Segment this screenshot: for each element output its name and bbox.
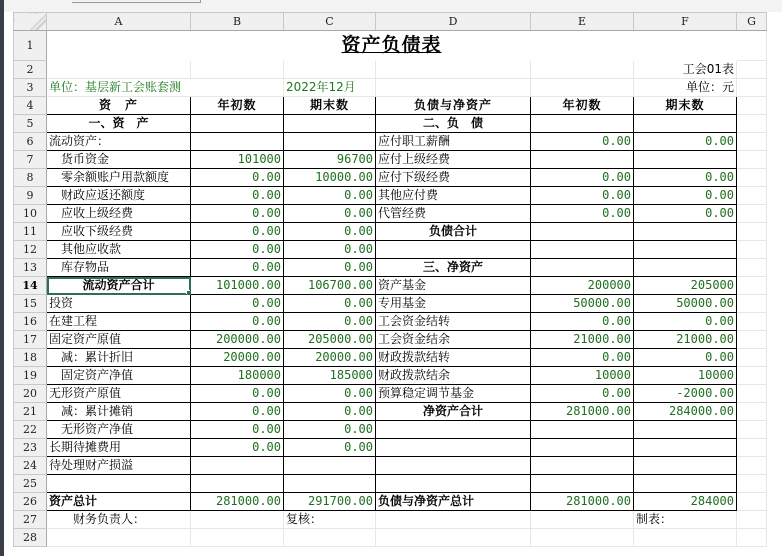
currency-unit[interactable]: 单位：元	[634, 79, 737, 97]
asset-end-value[interactable]: 20000.00	[284, 349, 376, 367]
asset-begin-value[interactable]: 0.00	[191, 241, 284, 259]
asset-item-label[interactable]: 固定资产原值	[47, 331, 191, 349]
liability-end-value[interactable]: -2000.00	[634, 385, 737, 403]
asset-end-value[interactable]	[284, 475, 376, 493]
asset-item-label[interactable]: 减：累计摊销	[47, 403, 191, 421]
cell[interactable]	[737, 241, 767, 259]
asset-end-value[interactable]: 10000.00	[284, 169, 376, 187]
liability-end-value[interactable]	[634, 241, 737, 259]
cell[interactable]	[737, 133, 767, 151]
asset-item-label[interactable]: 在建工程	[47, 313, 191, 331]
asset-item-label[interactable]: 无形资产净值	[47, 421, 191, 439]
cell[interactable]	[737, 493, 767, 511]
column-header-a[interactable]: A	[47, 13, 191, 31]
column-header-d[interactable]: D	[376, 13, 531, 31]
asset-item-label[interactable]: 长期待摊费用	[47, 439, 191, 457]
cell[interactable]	[737, 457, 767, 475]
cell[interactable]	[376, 511, 531, 529]
liability-item-label[interactable]	[376, 439, 531, 457]
asset-begin-value[interactable]	[191, 475, 284, 493]
liability-item-label[interactable]: 应付上级经费	[376, 151, 531, 169]
liability-end-value[interactable]: 284000	[634, 493, 737, 511]
row-header[interactable]: 3	[14, 79, 47, 97]
liability-begin-value[interactable]: 50000.00	[531, 295, 634, 313]
asset-begin-value[interactable]: 101000.00	[191, 277, 284, 295]
row-header[interactable]: 26	[14, 493, 47, 511]
cell[interactable]	[737, 331, 767, 349]
asset-item-label[interactable]: 零余额账户用款额度	[47, 169, 191, 187]
asset-item-label[interactable]: 流动资产：	[47, 133, 191, 151]
unit-name[interactable]: 单位：基层新工会账套测	[47, 79, 284, 97]
asset-end-value[interactable]	[284, 115, 376, 133]
asset-end-value[interactable]: 0.00	[284, 241, 376, 259]
asset-begin-value[interactable]	[191, 457, 284, 475]
row-header[interactable]: 23	[14, 439, 47, 457]
liability-item-label[interactable]: 财政拨款结转	[376, 349, 531, 367]
form-code[interactable]: 工会01表	[634, 61, 737, 79]
cell[interactable]	[47, 61, 191, 79]
cell[interactable]	[737, 529, 767, 547]
row-header[interactable]: 16	[14, 313, 47, 331]
asset-end-value[interactable]: 0.00	[284, 421, 376, 439]
liability-item-label[interactable]: 负债合计	[376, 223, 531, 241]
header-assets[interactable]: 资 产	[47, 97, 191, 115]
cell[interactable]	[737, 511, 767, 529]
liability-begin-value[interactable]: 0.00	[531, 169, 634, 187]
liability-begin-value[interactable]: 0.00	[531, 313, 634, 331]
row-header[interactable]: 20	[14, 385, 47, 403]
asset-begin-value[interactable]: 0.00	[191, 169, 284, 187]
cell[interactable]	[531, 511, 634, 529]
liability-item-label[interactable]	[376, 475, 531, 493]
cell[interactable]	[737, 439, 767, 457]
liability-item-label[interactable]: 二、负 债	[376, 115, 531, 133]
liability-begin-value[interactable]	[531, 475, 634, 493]
fill-handle[interactable]	[186, 290, 191, 295]
cell[interactable]	[737, 187, 767, 205]
row-header[interactable]: 12	[14, 241, 47, 259]
cell[interactable]	[737, 349, 767, 367]
cell[interactable]	[737, 31, 767, 61]
cell[interactable]	[737, 169, 767, 187]
row-header[interactable]: 11	[14, 223, 47, 241]
column-header-f[interactable]: F	[634, 13, 737, 31]
liability-item-label[interactable]: 三、净资产	[376, 259, 531, 277]
cell[interactable]	[737, 115, 767, 133]
header-begin-2[interactable]: 年初数	[531, 97, 634, 115]
prepared-by-label[interactable]: 制表：	[634, 511, 737, 529]
asset-begin-value[interactable]: 180000	[191, 367, 284, 385]
cell[interactable]	[634, 529, 737, 547]
liability-begin-value[interactable]: 281000.00	[531, 403, 634, 421]
asset-begin-value[interactable]	[191, 115, 284, 133]
asset-item-label[interactable]: 库存物品	[47, 259, 191, 277]
liability-item-label[interactable]	[376, 241, 531, 259]
asset-begin-value[interactable]: 0.00	[191, 205, 284, 223]
column-header-b[interactable]: B	[191, 13, 284, 31]
liability-end-value[interactable]: 205000	[634, 277, 737, 295]
header-end-2[interactable]: 期末数	[634, 97, 737, 115]
header-liabilities[interactable]: 负债与净资产	[376, 97, 531, 115]
cell[interactable]	[376, 61, 531, 79]
liability-end-value[interactable]	[634, 223, 737, 241]
asset-begin-value[interactable]: 0.00	[191, 313, 284, 331]
report-title[interactable]: 资产负债表	[47, 31, 737, 61]
cell[interactable]	[531, 61, 634, 79]
cell[interactable]	[737, 223, 767, 241]
liability-item-label[interactable]: 净资产合计	[376, 403, 531, 421]
row-header[interactable]: 8	[14, 169, 47, 187]
finance-head-label[interactable]: 财务负责人：	[47, 511, 191, 529]
asset-end-value[interactable]: 185000	[284, 367, 376, 385]
liability-item-label[interactable]: 工会资金结余	[376, 331, 531, 349]
asset-begin-value[interactable]: 0.00	[191, 403, 284, 421]
liability-end-value[interactable]: 0.00	[634, 169, 737, 187]
asset-end-value[interactable]: 0.00	[284, 439, 376, 457]
spreadsheet-grid[interactable]	[13, 12, 767, 547]
asset-end-value[interactable]: 0.00	[284, 313, 376, 331]
column-header-e[interactable]: E	[531, 13, 634, 31]
asset-end-value[interactable]: 96700	[284, 151, 376, 169]
column-header-g[interactable]: G	[737, 13, 767, 31]
liability-begin-value[interactable]: 21000.00	[531, 331, 634, 349]
liability-item-label[interactable]: 代管经费	[376, 205, 531, 223]
asset-item-label[interactable]: 固定资产净值	[47, 367, 191, 385]
cell[interactable]	[737, 259, 767, 277]
liability-item-label[interactable]: 其他应付费	[376, 187, 531, 205]
cell[interactable]	[737, 421, 767, 439]
row-header[interactable]: 18	[14, 349, 47, 367]
liability-end-value[interactable]	[634, 115, 737, 133]
liability-item-label[interactable]: 应付下级经费	[376, 169, 531, 187]
row-header[interactable]: 17	[14, 331, 47, 349]
liability-end-value[interactable]: 0.00	[634, 205, 737, 223]
liability-end-value[interactable]	[634, 151, 737, 169]
asset-item-label[interactable]: 一、资 产	[47, 115, 191, 133]
liability-item-label[interactable]: 资产基金	[376, 277, 531, 295]
cell[interactable]	[191, 511, 284, 529]
liability-begin-value[interactable]	[531, 151, 634, 169]
asset-begin-value[interactable]: 20000.00	[191, 349, 284, 367]
asset-item-label[interactable]: 货币资金	[47, 151, 191, 169]
liability-begin-value[interactable]	[531, 241, 634, 259]
cell[interactable]	[737, 385, 767, 403]
row-header[interactable]: 22	[14, 421, 47, 439]
cell[interactable]	[737, 475, 767, 493]
asset-end-value[interactable]: 291700.00	[284, 493, 376, 511]
asset-end-value[interactable]: 0.00	[284, 385, 376, 403]
cell[interactable]	[737, 295, 767, 313]
liability-begin-value[interactable]: 0.00	[531, 349, 634, 367]
report-period[interactable]: 2022年12月	[284, 79, 376, 97]
liability-item-label[interactable]: 负债与净资产总计	[376, 493, 531, 511]
liability-item-label[interactable]: 工会资金结转	[376, 313, 531, 331]
liability-end-value[interactable]: 50000.00	[634, 295, 737, 313]
liability-end-value[interactable]: 0.00	[634, 349, 737, 367]
cell[interactable]	[737, 367, 767, 385]
liability-begin-value[interactable]	[531, 223, 634, 241]
asset-item-label[interactable]: 待处理财产损溢	[47, 457, 191, 475]
asset-end-value[interactable]	[284, 457, 376, 475]
cell[interactable]	[737, 403, 767, 421]
cell[interactable]	[284, 529, 376, 547]
cell[interactable]	[376, 79, 531, 97]
asset-item-label[interactable]: 应收上级经费	[47, 205, 191, 223]
row-header[interactable]: 1	[14, 31, 47, 61]
row-header[interactable]: 10	[14, 205, 47, 223]
liability-begin-value[interactable]	[531, 421, 634, 439]
liability-end-value[interactable]: 0.00	[634, 187, 737, 205]
asset-end-value[interactable]	[284, 133, 376, 151]
liability-item-label[interactable]	[376, 421, 531, 439]
asset-begin-value[interactable]: 0.00	[191, 439, 284, 457]
asset-end-value[interactable]: 0.00	[284, 205, 376, 223]
asset-begin-value[interactable]: 0.00	[191, 259, 284, 277]
liability-end-value[interactable]	[634, 421, 737, 439]
row-header[interactable]: 21	[14, 403, 47, 421]
liability-begin-value[interactable]: 200000	[531, 277, 634, 295]
asset-begin-value[interactable]: 0.00	[191, 385, 284, 403]
asset-item-label[interactable]	[47, 475, 191, 493]
asset-begin-value[interactable]: 101000	[191, 151, 284, 169]
formula-bar	[4, 0, 782, 12]
cell[interactable]	[737, 79, 767, 97]
liability-begin-value[interactable]	[531, 115, 634, 133]
asset-begin-value[interactable]: 0.00	[191, 187, 284, 205]
cell[interactable]	[737, 61, 767, 79]
review-label[interactable]: 复核：	[284, 511, 376, 529]
row-header[interactable]: 4	[14, 97, 47, 115]
row-header[interactable]: 5	[14, 115, 47, 133]
cell[interactable]	[191, 529, 284, 547]
liability-end-value[interactable]	[634, 439, 737, 457]
row-header[interactable]: 28	[14, 529, 47, 547]
window-edge	[0, 0, 4, 556]
cell[interactable]	[191, 61, 284, 79]
cell[interactable]	[531, 79, 634, 97]
asset-item-label[interactable]: 减：累计折旧	[47, 349, 191, 367]
asset-end-value[interactable]: 0.00	[284, 187, 376, 205]
liability-end-value[interactable]: 21000.00	[634, 331, 737, 349]
liability-begin-value[interactable]: 0.00	[531, 385, 634, 403]
liability-begin-value[interactable]: 0.00	[531, 187, 634, 205]
liability-end-value[interactable]: 10000	[634, 367, 737, 385]
cell[interactable]	[737, 313, 767, 331]
liability-item-label[interactable]: 财政拨款结余	[376, 367, 531, 385]
liability-begin-value[interactable]: 281000.00	[531, 493, 634, 511]
asset-end-value[interactable]: 205000.00	[284, 331, 376, 349]
liability-begin-value[interactable]	[531, 259, 634, 277]
asset-begin-value[interactable]	[191, 133, 284, 151]
liability-end-value[interactable]	[634, 457, 737, 475]
liability-item-label[interactable]	[376, 457, 531, 475]
row-header[interactable]: 25	[14, 475, 47, 493]
cell[interactable]	[47, 529, 191, 547]
header-end[interactable]: 期末数	[284, 97, 376, 115]
cell[interactable]	[737, 97, 767, 115]
liability-item-label[interactable]: 预算稳定调节基金	[376, 385, 531, 403]
cell[interactable]	[531, 529, 634, 547]
asset-item-label[interactable]: 应收下级经费	[47, 223, 191, 241]
liability-begin-value[interactable]: 0.00	[531, 133, 634, 151]
asset-begin-value[interactable]: 281000.00	[191, 493, 284, 511]
liability-begin-value[interactable]	[531, 457, 634, 475]
asset-end-value[interactable]: 0.00	[284, 259, 376, 277]
liability-end-value[interactable]	[634, 475, 737, 493]
liability-item-label[interactable]: 专用基金	[376, 295, 531, 313]
cell[interactable]	[737, 205, 767, 223]
asset-item-label[interactable]: 资产总计	[47, 493, 191, 511]
row-header[interactable]: 13	[14, 259, 47, 277]
row-header[interactable]: 6	[14, 133, 47, 151]
name-box[interactable]	[72, 0, 201, 3]
asset-begin-value[interactable]: 200000.00	[191, 331, 284, 349]
asset-item-label[interactable]: 无形资产原值	[47, 385, 191, 403]
row-header[interactable]: 15	[14, 295, 47, 313]
asset-end-value[interactable]: 0.00	[284, 295, 376, 313]
header-begin[interactable]: 年初数	[191, 97, 284, 115]
asset-begin-value[interactable]: 0.00	[191, 421, 284, 439]
asset-end-value[interactable]: 0.00	[284, 403, 376, 421]
liability-begin-value[interactable]: 10000	[531, 367, 634, 385]
liability-end-value[interactable]: 0.00	[634, 313, 737, 331]
asset-begin-value[interactable]: 0.00	[191, 295, 284, 313]
asset-item-label[interactable]: 其他应收款	[47, 241, 191, 259]
cell[interactable]	[737, 151, 767, 169]
row-header[interactable]: 2	[14, 61, 47, 79]
row-header[interactable]: 14	[14, 277, 47, 295]
asset-end-value[interactable]: 0.00	[284, 223, 376, 241]
liability-begin-value[interactable]	[531, 439, 634, 457]
row-header[interactable]: 9	[14, 187, 47, 205]
column-header-c[interactable]: C	[284, 13, 376, 31]
liability-begin-value[interactable]: 0.00	[531, 205, 634, 223]
row-header[interactable]: 24	[14, 457, 47, 475]
asset-item-label[interactable]: 财政应返还额度	[47, 187, 191, 205]
cell[interactable]	[737, 277, 767, 295]
liability-end-value[interactable]: 0.00	[634, 133, 737, 151]
asset-begin-value[interactable]: 0.00	[191, 223, 284, 241]
asset-item-label[interactable]: 投资	[47, 295, 191, 313]
row-header[interactable]: 27	[14, 511, 47, 529]
asset-end-value[interactable]: 106700.00	[284, 277, 376, 295]
asset-item-label[interactable]: 流动资产合计	[47, 277, 191, 295]
cell[interactable]	[376, 529, 531, 547]
cell[interactable]	[284, 61, 376, 79]
liability-end-value[interactable]: 284000.00	[634, 403, 737, 421]
liability-end-value[interactable]	[634, 259, 737, 277]
select-all-corner[interactable]	[14, 13, 47, 31]
liability-item-label[interactable]: 应付职工薪酬	[376, 133, 531, 151]
row-header[interactable]: 19	[14, 367, 47, 385]
row-header[interactable]: 7	[14, 151, 47, 169]
